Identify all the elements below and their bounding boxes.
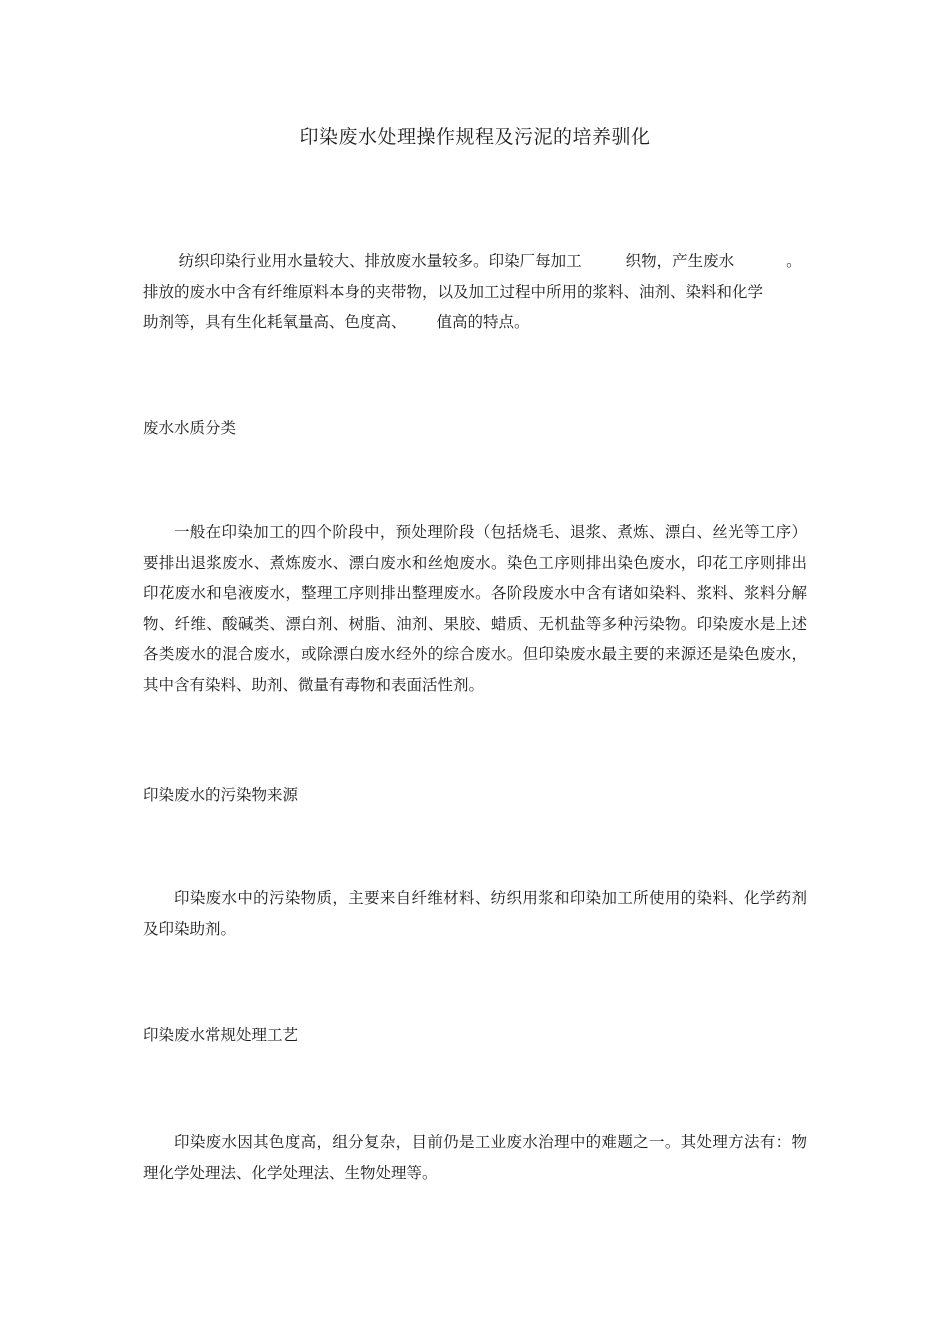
intro-text-3: 。	[786, 252, 802, 270]
intro-text-2: 织物，产生废水	[625, 252, 735, 270]
intro-line-2: 排放的废水中含有纤维原料本身的夹带物，以及加工过程中所用的浆料、油剂、染料和化学	[143, 282, 764, 301]
intro-text-4: 助剂等，具有生化耗氧量高、色度高、	[143, 313, 407, 331]
section-body-water-quality: 一般在印染加工的四个阶段中，预处理阶段（包括烧毛、退浆、煮炼、漂白、丝光等工序）要排出退浆废水、煮炼废水、漂白废水和丝炮废水。染色工序则排出染色废水，印花工序则排出印花废水和皂液废水，整理工序则排出整理废水。各阶段废水中含有诸如染料、浆料、浆料分解物、纤维、酸碱类、漂白剂、树脂、油剂、果胶、蜡质、无机盐等多种污染物。印染废水是上述各类废水的混合废水，或除漂白废水经外的综合废水。但印染废水最主要的来源还是染色废水，其中含有染料、助剂、微量有毒物和表面活性剂。	[143, 523, 807, 694]
intro-text-1: 纺织印染行业用水量较大、排放废水量较多。印染厂每加工	[178, 252, 582, 270]
intro-line-1	[143, 246, 807, 277]
intro-text-5: 值高的特点。	[436, 313, 530, 331]
section-heading-water-quality: 废水水质分类	[143, 419, 237, 437]
section-body-treatment-process: 印染废水因其色度高，组分复杂，目前仍是工业废水治理中的难题之一。其处理方法有：物理化学处理法、化学处理法、生物处理等。	[143, 1133, 807, 1182]
document-title: 印染废水处理操作规程及污泥的培养驯化	[299, 126, 651, 148]
section-body-pollutant-sources: 印染废水中的污染物质，主要来自纤维材料、纺织用浆和印染加工所使用的染料、化学药剂及印染助剂。	[143, 889, 807, 938]
intro-line-3	[143, 307, 807, 338]
section-heading-treatment-process: 印染废水常规处理工艺	[143, 1026, 299, 1044]
intro-paragraph	[143, 246, 807, 338]
section-heading-pollutant-sources: 印染废水的污染物来源	[143, 786, 299, 804]
